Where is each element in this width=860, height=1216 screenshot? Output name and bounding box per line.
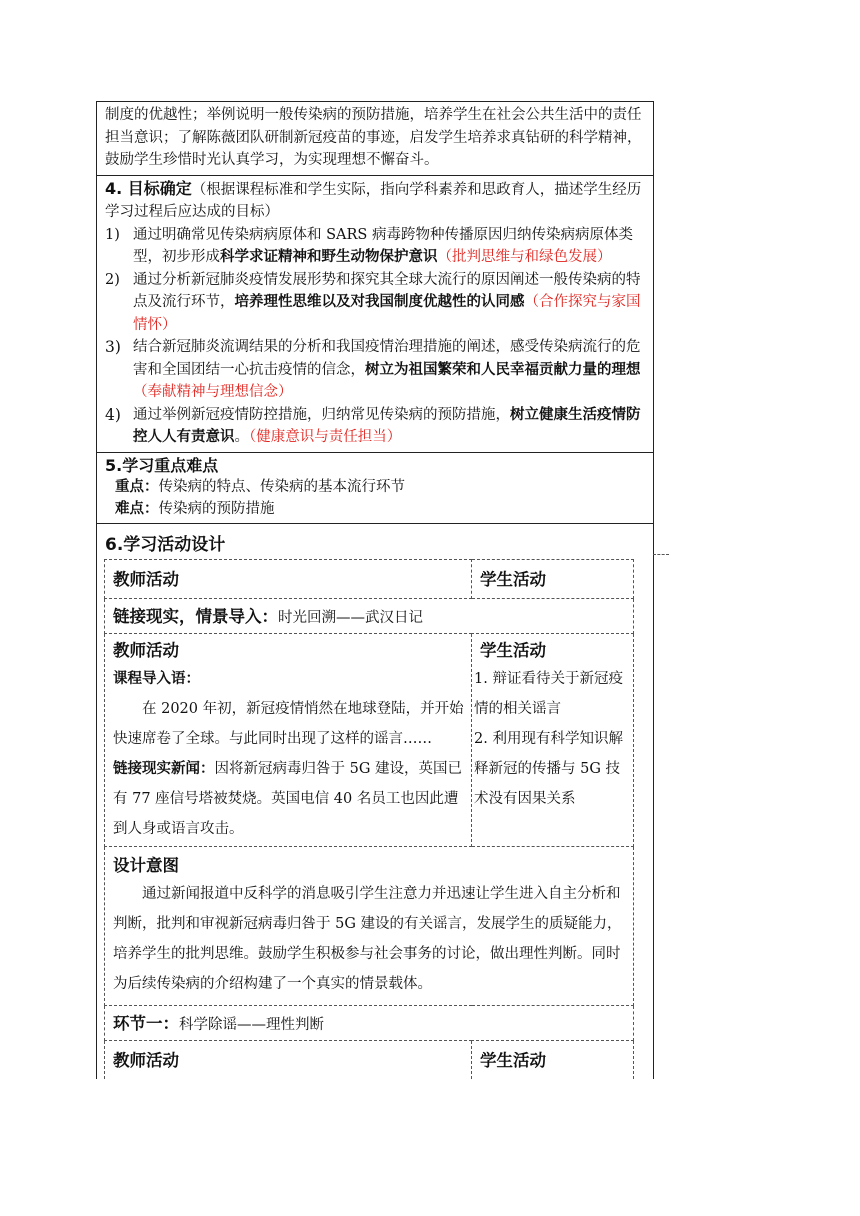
stage-one-text: 科学除谣——理性判断 [179,1016,324,1033]
goal-item [105,224,647,269]
goal-literacy: （合作探究与家国情怀） [133,294,641,333]
design-intent-text: 通过新闻报道中反科学的消息吸引学生注意力并迅速让学生进入自主分析和判断，批判和审视新冠病毒归咎于 5G 建设的有关谣言，发展学生的质疑能力，培养学生的批判思维。鼓励学生积极参与社会事务的讨论，做出理性判断。同时为后续传染病的介绍构建了一个真实的情景载体。 [113,885,622,992]
design-intent-row [105,846,634,1005]
activity-table [104,559,634,1079]
student-activity-title: 学生活动 [480,640,546,660]
intro-label: 课程导入语： [113,669,200,687]
difficulty-row [105,498,647,520]
news-label: 链接现实新闻： [113,759,215,777]
document-page [96,101,654,1079]
continuation-text: 制度的优越性；举例说明一般传染病的预防措施，培养学生在社会公共生活中的责任担当意识；了解陈薇团队研制新冠疫苗的事迹，启发学生培养求真钻研的科学精神，鼓励学生珍惜时光认真学习，为实现理想不懈奋斗。 [105,107,642,168]
section-4-heading: 4. 目标确定 [105,178,192,198]
link-reality-row [105,598,634,633]
teacher-activity-title: 教师活动 [113,640,179,660]
teacher-activity-header: 教师活动 [113,569,179,589]
section-key-points [97,452,653,523]
teacher-activity-header: 教师活动 [113,1050,179,1070]
stage-one-row [105,1005,634,1040]
student-activity-header: 学生活动 [480,1050,546,1070]
key-label: 重点： [115,477,159,495]
goal-text: 通过分析新冠肺炎疫情发展形势和探究其全球大流行的原因阐述一般传染病的特点及流行环节， [133,271,641,310]
difficulty-label: 难点： [115,499,159,517]
news-text: 因将新冠病毒归咎于 5G 建设，英国已有 77 座信号塔被焚烧。英国电信 40 名员工也因此遭到人身或语言攻击。 [113,760,463,837]
goal-number: 2) [105,271,120,288]
design-intent-title: 设计意图 [113,855,179,875]
key-text: 传染病的特点、传染病的基本流行环节 [158,478,405,495]
goal-number: 4) [105,405,121,424]
goal-item [105,269,647,337]
section-6-heading: 6.学习活动设计 [105,534,226,555]
section-goals [97,175,653,452]
teacher-header-cell [105,1040,472,1079]
student-item: 1. 辩证看待关于新冠疫情的相关谣言 [474,670,623,717]
goal-item [105,404,647,449]
student-item: 2. 利用现有科学知识解释新冠的传播与 5G 技术没有因果关系 [474,730,623,807]
link-reality-text: 时光回溯——武汉日记 [278,609,423,626]
intro-text: 在 2020 年初，新冠疫情悄然在地球登陆，并开始快速席卷了全球。与此同时出现了这样的谣言…… [113,700,464,747]
goal-tail: 。 [234,429,249,445]
link-reality-label: 链接现实，情景导入： [113,606,278,626]
student-activity-cell [472,633,634,846]
stage-one-label: 环节一： [113,1013,179,1033]
goal-bold: 科学求证精神和野生动物保护意识 [220,248,438,265]
teacher-activity-cell [105,633,472,846]
student-header-cell [472,559,634,598]
goal-text: 通过明确常见传染病病原体和 SARS 病毒跨物种传播原因归纳传染病病原体类型，初步形成 [133,226,633,265]
goal-literacy: （健康意识与责任担当） [249,429,402,445]
table-edge-dash [653,554,669,556]
difficulty-text: 传染病的预防措施 [158,500,275,517]
lesson-plan-table [96,101,654,1079]
section-5-heading: 5.学习重点难点 [105,455,219,475]
goal-text: 通过举例新冠疫情防控措施，归纳常见传染病的预防措施， [133,406,510,423]
goal-bold: 培养理性思维以及对我国制度优越性的认同感 [234,293,525,310]
goal-bold: 树立为祖国繁荣和人民幸福贡献力量的理想 [365,360,641,378]
goal-number: 1) [105,226,120,243]
goal-literacy: （批判思维与和绿色发展） [437,249,612,265]
goal-literacy: （奉献精神与理想信念） [133,384,293,400]
goal-continuation [97,101,653,175]
teacher-header-cell [105,559,472,598]
student-activity-header: 学生活动 [480,569,546,589]
section-activity-design [97,523,653,1079]
key-point-row [105,476,647,498]
section-4-note: （根据课程标准和学生实际，指向学科素养和思政育人，描述学生经历学习过程后应达成的目标） [105,181,642,220]
goal-item [105,336,647,404]
student-header-cell [472,1040,634,1079]
goal-number: 3) [105,338,121,356]
goal-bold: 树立健康生活疫情防控人人有责意识 [133,405,641,445]
goal-text: 结合新冠肺炎流调结果的分析和我国疫情治理措施的阐述，感受传染病流行的危害和全国团结一心抗击疫情的信念， [133,339,641,378]
